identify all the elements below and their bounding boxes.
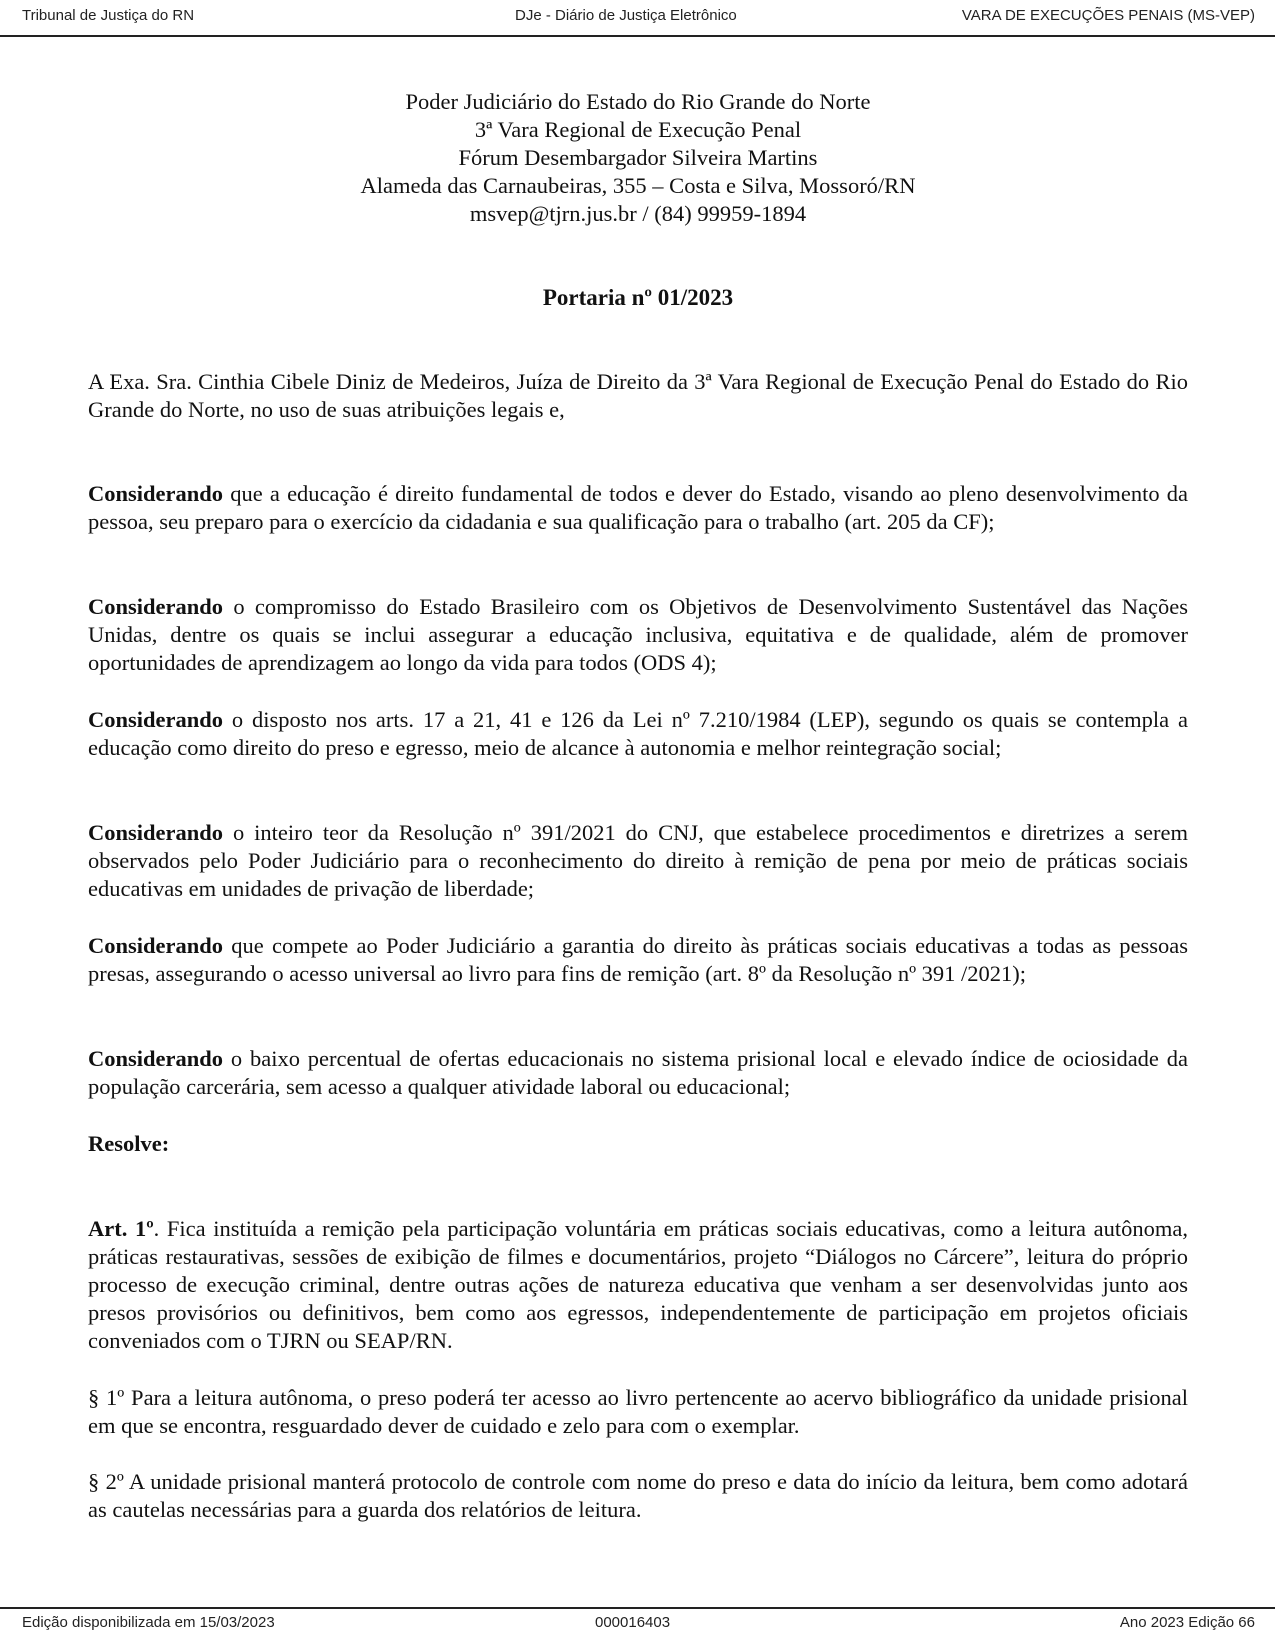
- article-1: [88, 1215, 1188, 1355]
- considerando-text: o baixo percentual de ofertas educacionais no sistema prisional local e elevado índice de ociosidade da população carcerária, sem acesso a qualquer atividade laboral ou educacional;: [88, 1046, 1188, 1099]
- header-rule: [0, 35, 1275, 37]
- paragraph-2: § 2º A unidade prisional manterá protocolo de controle com nome do preso e data do início da leitura, bem como adotará as cautelas necessárias para a guarda dos relatórios de leitura.: [88, 1469, 1188, 1522]
- considerando-text: que a educação é direito fundamental de todos e dever do Estado, visando ao pleno desenvolvimento da pessoa, seu preparo para o exercício da cidadania e sua qualificação para o trabalho (art. 205 da CF);: [88, 481, 1188, 534]
- header-court: Tribunal de Justiça do RN: [22, 7, 195, 24]
- considerando-paragraph: [88, 819, 1188, 903]
- considerando-lead: Considerando: [88, 594, 224, 619]
- letterhead-line: msvep@tjrn.jus.br / (84) 99959-1894: [469, 201, 807, 226]
- considerando-lead: Considerando: [88, 933, 224, 958]
- considerando-text: que compete ao Poder Judiciário a garantia do direito às práticas sociais educativas a todas as pessoas presas, assegurando o acesso universal ao livro para fins de remição (art. 8º da Resolução nº 391 /2021);: [88, 933, 1188, 986]
- considerando-paragraph: [88, 706, 1188, 762]
- document-title: Portaria nº 01/2023: [542, 285, 734, 310]
- letterhead-line: Fórum Desembargador Silveira Martins: [458, 145, 818, 170]
- footer-rule: [0, 1607, 1275, 1609]
- considerando-paragraph: [88, 593, 1188, 677]
- letterhead-line: Poder Judiciário do Estado do Rio Grande do Norte: [405, 89, 871, 114]
- intro-paragraph: A Exa. Sra. Cinthia Cibele Diniz de Medeiros, Juíza de Direito da 3ª Vara Regional de Execução Penal do Estado do Rio Grande do Norte, no uso de suas atribuições legais e,: [88, 369, 1188, 422]
- letterhead: [88, 88, 1188, 228]
- considerando-lead: Considerando: [88, 820, 224, 845]
- paragraph-1: § 1º Para a leitura autônoma, o preso poderá ter acesso ao livro pertencente ao acervo bibliográfico da unidade prisional em que se encontra, resguardado dever de cuidado e zelo para com o exemplar.: [88, 1385, 1188, 1438]
- footer-edition: Ano 2023 Edição 66: [1119, 1614, 1255, 1631]
- considerando-lead: Considerando: [88, 481, 224, 506]
- page-header: [0, 0, 1275, 36]
- considerando-text: o compromisso do Estado Brasileiro com os Objetivos de Desenvolvimento Sustentável das Nações Unidas, dentre os quais se inclui assegurar a educação inclusiva, equitativa e de qualidade, além de promover oportunidades de aprendizagem ao longo da vida para todos (ODS 4);: [88, 594, 1188, 675]
- considerando-lead: Considerando: [88, 1046, 224, 1071]
- header-publication: DJe - Diário de Justiça Eletrônico: [515, 7, 737, 24]
- article-lead: Art. 1º: [88, 1216, 154, 1241]
- considerando-lead: Considerando: [88, 707, 224, 732]
- letterhead-line: 3ª Vara Regional de Execução Penal: [474, 117, 802, 142]
- article-text: . Fica instituída a remição pela participação voluntária em práticas sociais educativas, como a leitura autônoma, práticas restaurativas, sessões de exibição de filmes e documentários, projeto “Diálogos no Cárcere”, leitura do próprio processo de execução criminal, dentre outras ações de natureza educativa que venham a ser desenvolvidas junto aos presos provisórios ou definitivos, bem como aos egressos, independentemente de participação em projetos oficiais conveniados com o TJRN ou SEAP/RN.: [88, 1216, 1188, 1353]
- footer-edition-date: Edição disponibilizada em 15/03/2023: [22, 1614, 275, 1631]
- considerando-text: o inteiro teor da Resolução nº 391/2021 do CNJ, que estabelece procedimentos e diretrizes a serem observados pelo Poder Judiciário para o reconhecimento do direito à remição de pena por meio de práticas sociais educativas em unidades de privação de liberdade;: [88, 820, 1188, 901]
- page-footer: [0, 1614, 1275, 1638]
- considerando-paragraph: [88, 1045, 1188, 1101]
- header-section: VARA DE EXECUÇÕES PENAIS (MS-VEP): [961, 7, 1255, 24]
- letterhead-line: Alameda das Carnaubeiras, 355 – Costa e Silva, Mossoró/RN: [360, 173, 916, 198]
- considerando-text: o disposto nos arts. 17 a 21, 41 e 126 da Lei nº 7.210/1984 (LEP), segundo os quais se contempla a educação como direito do preso e egresso, meio de alcance à autonomia e melhor reintegração social;: [88, 707, 1188, 760]
- considerando-paragraph: [88, 480, 1188, 536]
- footer-code: 000016403: [595, 1614, 671, 1631]
- considerando-paragraph: [88, 932, 1188, 988]
- resolve-heading: Resolve:: [88, 1131, 170, 1156]
